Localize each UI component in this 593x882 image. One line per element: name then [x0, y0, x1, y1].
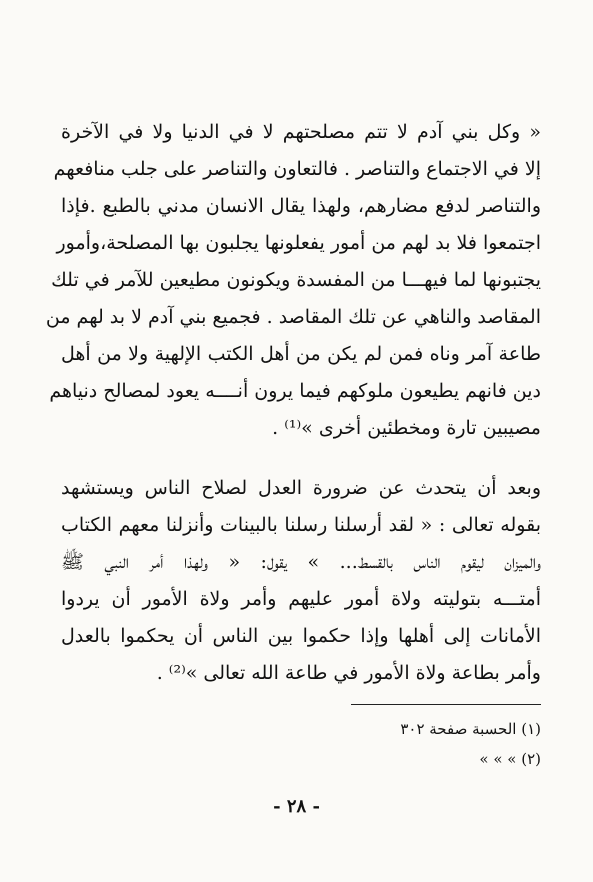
- text-line: « وكل بني آدم لا تتم مصلحتهم لا في الدنيا ولا في الآخرة: [61, 121, 541, 143]
- text-line: اجتمعوا فلا بد لهم من أمور يفعلونها يجلبون بها المصلحة،وأمور: [56, 232, 541, 254]
- text-line: والميزان ليقوم الناس بالقسط... » يقول: « ولهذا أمر النبي ﷺ: [61, 551, 541, 573]
- footnote-2: (٢) » » »: [479, 750, 541, 768]
- text-line: أمتـــه بتوليته ولاة أمور عليهم وأمر ولاة الأمور أن يردوا: [61, 588, 541, 610]
- paragraph-2: [61, 470, 541, 692]
- text-line: الأمانات إلى أهلها وإذا حكموا بين الناس أن يحكموا بالعدل: [61, 625, 541, 647]
- text-line: وأمر بطاعة ولاة الأمور في طاعة الله تعالى »⁽²⁾ .: [156, 662, 541, 684]
- footnotes: [241, 714, 541, 774]
- text-line: طاعة آمر وناه فمن لم يكن من أهل الكتب الإلهية ولا من أهل: [61, 343, 541, 365]
- text-line: إلا في الاجتماع والتناصر . فالتعاون والتناصر على جلب منافعهم: [53, 158, 541, 180]
- paragraph-1: [45, 114, 541, 447]
- page-number: - ٢٨ -: [273, 796, 320, 817]
- text-line: وبعد أن يتحدث عن ضرورة العدل لصلاح الناس ويستشهد: [61, 477, 541, 499]
- text-line: يجتبونها لما فيهـــا من المفسدة ويكونون مطيعين للآمر في تلك: [51, 269, 541, 291]
- text-line: بقوله تعالى : « لقد أرسلنا رسلنا بالبينات وأنزلنا معهم الكتاب: [61, 514, 541, 536]
- footnote-1: (١) الحسبة صفحة ٣٠٢: [400, 720, 541, 738]
- text-line: دين فانهم يطيعون ملوكهم فيما يرون أنــــه يعود لمصالح دنياهم: [49, 380, 541, 402]
- text-line: مصيبين تارة ومخطئين أخرى »⁽¹⁾ .: [272, 417, 541, 439]
- text-line: المقاصد والناهي عن تلك المقاصد . فجميع بني آدم لا بد لهم من: [45, 306, 541, 328]
- text-line: والتناصر لدفع مضارهم، ولهذا يقال الانسان مدني بالطبع .فإذا: [61, 195, 541, 217]
- footnote-divider: [351, 704, 541, 705]
